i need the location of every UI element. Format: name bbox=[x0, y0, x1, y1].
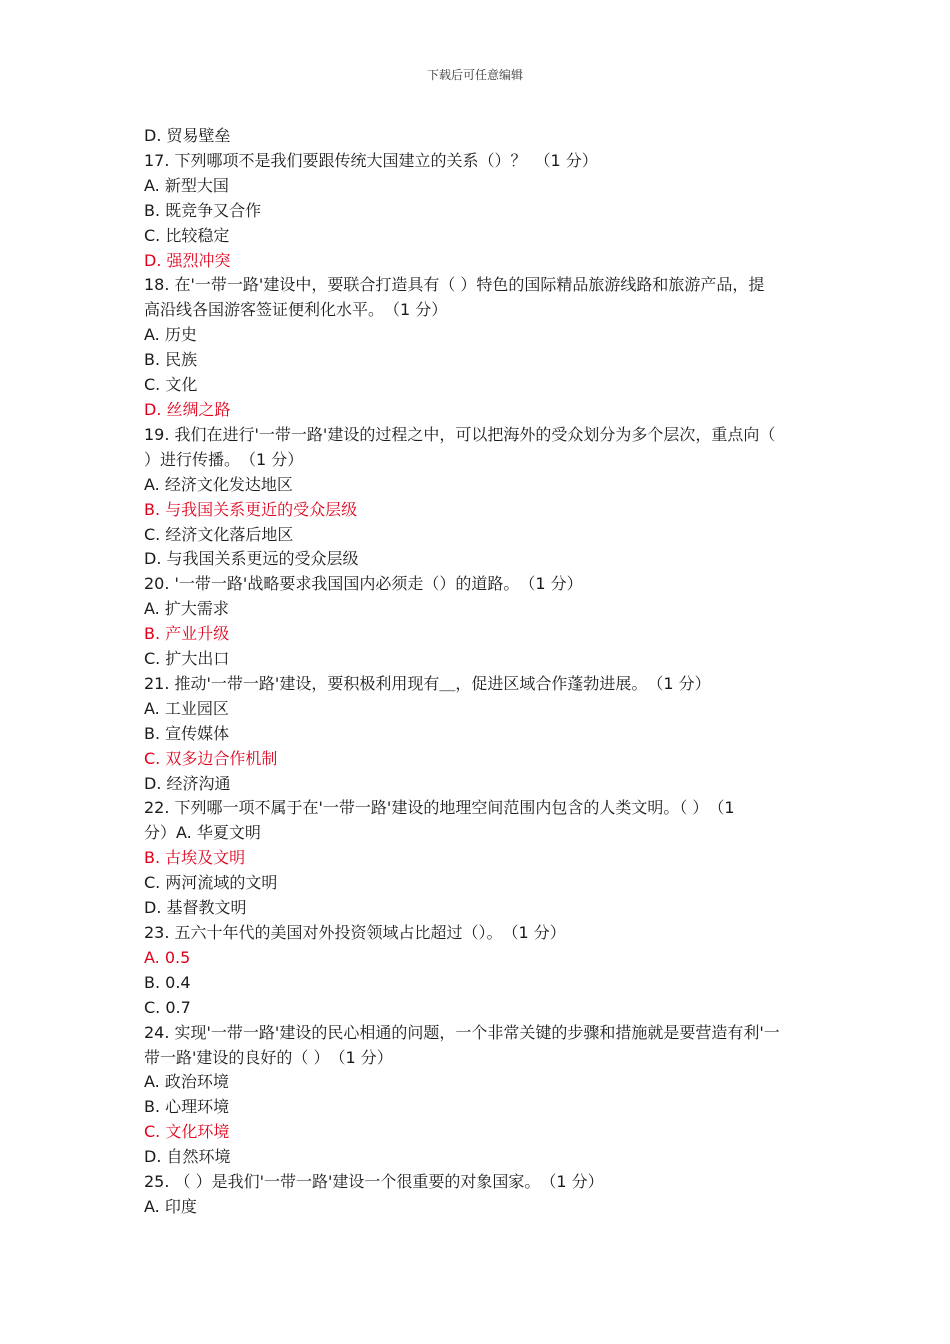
text-line: C. 经济文化落后地区 bbox=[144, 524, 294, 544]
text-line: C. 文化 bbox=[144, 375, 198, 395]
text-line: B. 既竞争又合作 bbox=[144, 200, 262, 220]
correct-answer-line: C. 文化环境 bbox=[144, 1122, 230, 1142]
text-line: ）进行传播。 （1 分） bbox=[144, 449, 304, 469]
text-line: D. 贸易壁垒 bbox=[144, 126, 231, 145]
text-line: 带一路'建设的良好的（ ） （1 分） bbox=[144, 1047, 393, 1067]
text-line: B. 0.4 bbox=[144, 972, 191, 992]
text-line: 17. 下列哪项不是我们要跟传统大国建立的关系（）？ （1 分） bbox=[144, 150, 598, 170]
text-line: A. 经济文化发达地区 bbox=[144, 474, 293, 494]
correct-answer-line: B. 与我国关系更近的受众层级 bbox=[144, 499, 358, 519]
correct-answer-line: A. 0.5 bbox=[144, 947, 191, 967]
text-line: 24. 实现'一带一路'建设的民心相通的问题，一个非常关键的步骤和措施就是要营造有利'一 bbox=[144, 1022, 780, 1042]
correct-answer-line: D. 丝绸之路 bbox=[144, 399, 231, 419]
text-line: C. 比较稳定 bbox=[144, 225, 230, 245]
text-line: C. 0.7 bbox=[144, 997, 191, 1017]
text-line: B. 民族 bbox=[144, 350, 198, 370]
text-line: A. 新型大国 bbox=[144, 175, 229, 195]
text-line: A. 扩大需求 bbox=[144, 599, 229, 619]
text-line: B. 宣传媒体 bbox=[144, 723, 230, 743]
text-line: 23. 五六十年代的美国对外投资领域占比超过（）。 （1 分） bbox=[144, 923, 566, 942]
text-line: 分）A. 华夏文明 bbox=[144, 823, 261, 843]
correct-answer-line: B. 产业升级 bbox=[144, 624, 230, 644]
text-line: A. 政治环境 bbox=[144, 1072, 229, 1092]
text-line: D. 经济沟通 bbox=[144, 773, 231, 793]
page-header: 下载后可任意编辑 bbox=[426, 68, 523, 82]
text-line: 22. 下列哪一项不属于在'一带一路'建设的地理空间范围内包含的人类文明。（ ） （1 bbox=[144, 798, 735, 818]
correct-answer-line: B. 古埃及文明 bbox=[144, 848, 246, 868]
text-line: 18. 在'一带一路'建设中，要联合打造具有（ ）特色的国际精品旅游线路和旅游产品，提 bbox=[144, 275, 765, 295]
text-line: C. 扩大出口 bbox=[144, 649, 230, 669]
text-line: 20. '一带一路'战略要求我国国内必须走（）的道路。 （1 分） bbox=[144, 574, 583, 594]
text-line: B. 心理环境 bbox=[144, 1097, 230, 1117]
text-line: 高沿线各国游客签证便利化水平。 （1 分） bbox=[144, 300, 448, 320]
text-line: D. 与我国关系更远的受众层级 bbox=[144, 549, 359, 569]
correct-answer-line: C. 双多边合作机制 bbox=[144, 748, 278, 768]
document-body bbox=[144, 124, 814, 1220]
text-line: C. 两河流域的文明 bbox=[144, 873, 278, 893]
text-line: A. 历史 bbox=[144, 325, 197, 345]
correct-answer-line: D. 强烈冲突 bbox=[144, 250, 231, 270]
text-line: 25. （ ）是我们'一带一路'建设一个很重要的对象国家。 （1 分） bbox=[144, 1172, 604, 1192]
text-line: D. 基督教文明 bbox=[144, 898, 247, 918]
text-line: A. 工业园区 bbox=[144, 698, 229, 718]
text-line: D. 自然环境 bbox=[144, 1147, 231, 1167]
text-line: 19. 我们在进行'一带一路'建设的过程之中，可以把海外的受众划分为多个层次，重点向（ bbox=[144, 424, 776, 444]
text-line: A. 印度 bbox=[144, 1196, 197, 1216]
text-line: 21. 推动'一带一路'建设，要积极利用现有＿，促进区域合作蓬勃进展。 （1 分） bbox=[144, 673, 711, 693]
